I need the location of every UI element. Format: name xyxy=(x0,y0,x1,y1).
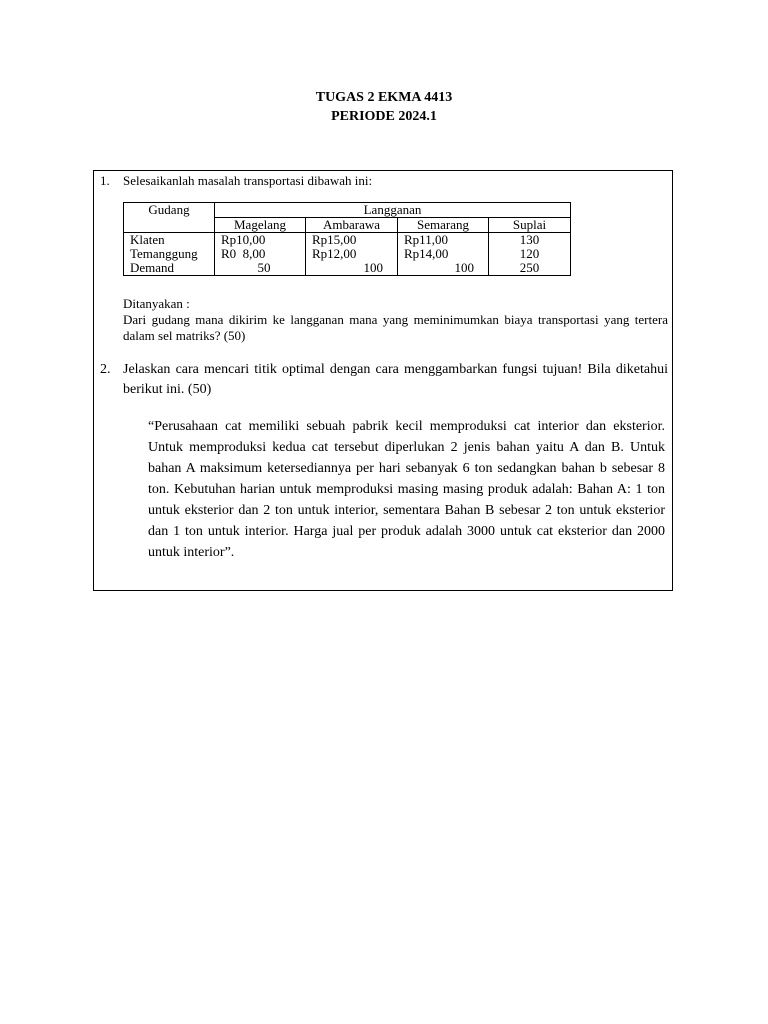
gudang-header: Gudang xyxy=(124,203,215,218)
column-header: Magelang xyxy=(215,218,306,233)
question-2-case-text: “Perusahaan cat memiliki sebuah pabrik kecil memproduksi cat interior dan eksterior. Untuk memproduksi kedua cat tersebut diperlukan 2 jenis bahan yaitu A dan B. Untuk bahan A maksimum ketersediannya per hari sebanyak 6 ton sedangkan bahan b sebesar 8 ton. Kebutuhan harian untuk memproduksi masing masing produk adalah: Bahan A: 1 ton untuk eksterior dan 2 ton untuk interior, sementara Bahan B sebesar 2 ton untuk eksterior dan 1 ton untuk interior. Harga jual per produk adalah 3000 untuk cat eksterior dan 2000 untuk interior”. xyxy=(148,419,665,560)
table-cell: Rp11,00 xyxy=(398,233,489,248)
table-cell: 250 xyxy=(489,261,571,276)
table-row xyxy=(124,233,571,248)
langganan-header: Langganan xyxy=(215,203,571,218)
row-label: Klaten xyxy=(124,233,215,248)
ask-text: Dari gudang mana dikirim ke langganan mana yang meminimumkan biaya transportasi yang tertera dalam sel matriks? (50) xyxy=(123,312,668,343)
ask-label: Ditanyakan : xyxy=(123,296,190,311)
question-2-text: Jelaskan cara mencari titik optimal dengan cara menggambarkan fungsi tujuan! Bila diketahui berikut ini. (50) xyxy=(123,362,668,397)
column-header: Suplai xyxy=(489,218,571,233)
table-cell: 100 xyxy=(306,261,398,276)
table-cell: R0 8,00 xyxy=(215,247,306,261)
table-row xyxy=(124,261,571,276)
table-cell: Rp15,00 xyxy=(306,233,398,248)
column-header: Ambarawa xyxy=(306,218,398,233)
table-cell: 120 xyxy=(489,247,571,261)
table-cell: 50 xyxy=(215,261,306,276)
period-title: PERIODE 2024.1 xyxy=(331,109,437,124)
table-cell: Rp10,00 xyxy=(215,233,306,248)
question-1-text: Selesaikanlah masalah transportasi dibawah ini: xyxy=(123,173,373,188)
table-cell: Rp12,00 xyxy=(306,247,398,261)
questions-box xyxy=(93,170,673,591)
column-header: Semarang xyxy=(398,218,489,233)
table-cell: 130 xyxy=(489,233,571,248)
transport-table xyxy=(123,202,571,276)
document-header xyxy=(0,88,768,126)
table-row xyxy=(124,247,571,261)
row-label: Demand xyxy=(124,261,215,276)
question-1-number: 1. xyxy=(100,173,110,188)
row-label: Temanggung xyxy=(124,247,215,261)
question-1-ask xyxy=(123,296,668,344)
table-cell: 100 xyxy=(398,261,489,276)
assignment-title: TUGAS 2 EKMA 4413 xyxy=(315,90,453,105)
question-2-number: 2. xyxy=(100,362,111,377)
table-cell: Rp14,00 xyxy=(398,247,489,261)
